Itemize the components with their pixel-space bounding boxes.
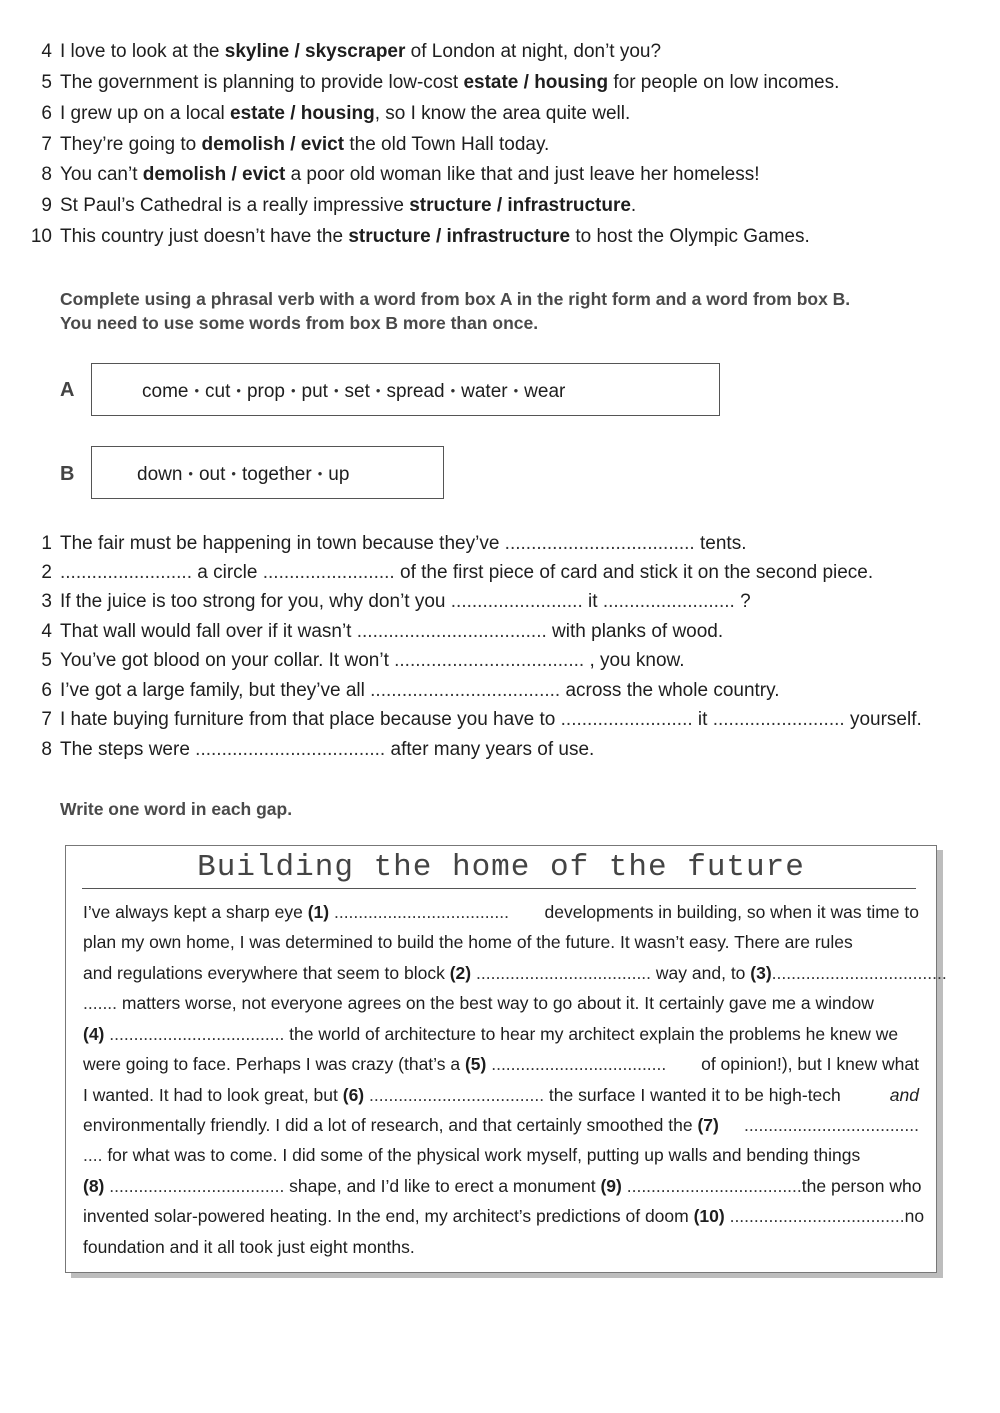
item-number: 6	[41, 103, 52, 124]
box-word: out	[198, 464, 226, 485]
item-text: , so I know the area quite well.	[374, 103, 631, 124]
item-text: I love to look at the	[60, 41, 225, 62]
answer-gap[interactable]: .........................	[450, 591, 583, 612]
item-number: 7	[41, 134, 52, 155]
box-word: down	[137, 464, 183, 485]
title-divider	[82, 888, 916, 889]
item-text: You can’t	[60, 164, 143, 185]
bullet-separator: •	[317, 466, 323, 481]
box-word: cut	[205, 381, 231, 402]
passage-line-1: I’ve always kept a sharp eye (1) .................................... developments in building, so when it was time to	[83, 902, 919, 922]
choice-item	[22, 133, 549, 157]
box-word: water	[461, 381, 508, 402]
answer-gap-6[interactable]: ....................................	[369, 1085, 545, 1105]
passage-line-12: foundation and it all took just eight months.	[83, 1237, 415, 1257]
passage-line-7: I wanted. It had to look great, but (6) .................................... the surface I wanted it to be high-tech and	[83, 1085, 919, 1105]
answer-gap-10[interactable]: ....................................	[729, 1206, 905, 1226]
phrasal-sentence-8: 8 The steps were .................................... after many years of use.	[41, 739, 595, 760]
phrasal-sentence-5: 5 You’ve got blood on your collar. It won’t .................................... , you know.	[41, 650, 685, 671]
word-choice[interactable]: structure / infrastructure	[348, 226, 571, 247]
phrasal-sentence-4: 4 That wall would fall over if it wasn’t .................................... with planks of wood.	[41, 621, 724, 642]
passage-line-2: plan my own home, I was determined to build the home of the future. It wasn’t easy. There are rules	[83, 932, 853, 952]
answer-gap-7[interactable]: ....................................	[743, 1115, 919, 1135]
answer-gap[interactable]: .........................	[262, 562, 395, 583]
item-text: of London at night, don’t you?	[405, 41, 662, 62]
passage-line-11: invented solar-powered heating. In the end, my architect’s predictions of doom (10) .................................... no	[83, 1206, 925, 1226]
item-text: St Paul’s Cathedral is a really impressive	[60, 195, 410, 216]
box-b-label: B	[60, 463, 75, 485]
item-text: to host the Olympic Games.	[570, 226, 810, 247]
choice-item	[22, 102, 630, 126]
bullet-separator: •	[236, 383, 241, 398]
word-choice[interactable]: estate / housing	[230, 103, 375, 124]
passage-line-4: ....... matters worse, not everyone agrees on the best way to go about it. It certainly gave me a window	[83, 993, 874, 1013]
answer-gap[interactable]: .........................	[602, 591, 735, 612]
item-text: This country just doesn’t have the	[60, 226, 349, 247]
answer-gap-2[interactable]: ....................................	[476, 963, 652, 983]
bullet-separator: •	[450, 383, 456, 398]
choice-item	[22, 194, 636, 218]
box-b-words	[137, 462, 349, 487]
item-number: 10	[30, 226, 52, 247]
answer-gap[interactable]: ....................................	[370, 680, 561, 701]
word-choice[interactable]: structure / infrastructure	[409, 195, 631, 216]
box-word: together	[241, 464, 312, 485]
bullet-separator: •	[333, 383, 339, 398]
box-word: up	[328, 464, 350, 485]
passage-box	[65, 845, 947, 1273]
bullet-separator: •	[513, 383, 519, 398]
answer-gap-5[interactable]: ....................................	[491, 1054, 667, 1074]
word-choice[interactable]: demolish / evict	[142, 164, 286, 185]
choice-item	[22, 40, 661, 64]
passage-line-8: environmentally friendly. I did a lot of research, and that certainly smoothed the (7) ....................................	[83, 1115, 919, 1135]
answer-gap-9[interactable]: ....................................	[626, 1176, 802, 1196]
box-word: put	[301, 381, 328, 402]
answer-gap[interactable]: ....................................	[504, 533, 695, 554]
bullet-separator: •	[290, 383, 296, 398]
word-choice[interactable]: skyline / skyscraper	[224, 41, 406, 62]
answer-gap[interactable]: ....................................	[356, 621, 547, 642]
word-choice[interactable]: demolish / evict	[201, 134, 345, 155]
item-text: for people on low incomes.	[608, 72, 840, 93]
item-text: They’re going to	[60, 134, 202, 155]
phrasal-sentence-1: 1 The fair must be happening in town because they’ve .................................... tents.	[41, 533, 747, 554]
passage-line-9: .... for what was to come. I did some of the physical work myself, putting up walls and bending things	[83, 1145, 861, 1165]
bullet-separator: •	[188, 466, 193, 481]
phrasal-sentence-3: 3 If the juice is too strong for you, why don’t you ......................... it ......................... ?	[41, 591, 751, 612]
phrasal-instruction-line2: You need to use some words from box B more than once.	[60, 313, 539, 333]
item-text: The government is planning to provide low-cost	[60, 72, 464, 93]
answer-gap-8[interactable]: ....................................	[109, 1176, 285, 1196]
answer-gap-1[interactable]: ....................................	[333, 902, 510, 922]
item-number: 8	[41, 164, 52, 185]
gapfill-instruction: Write one word in each gap.	[60, 799, 293, 819]
item-number: 5	[41, 72, 52, 93]
box-word: prop	[246, 381, 285, 402]
word-choice[interactable]: estate / housing	[463, 72, 609, 93]
item-text: I grew up on a local	[60, 103, 231, 124]
phrasal-sentence-2: 2 ......................... a circle ......................... of the first piece of card and stick it on the second piece.	[41, 562, 874, 583]
item-text: the old Town Hall today.	[344, 134, 550, 155]
box-a-label: A	[60, 379, 75, 401]
item-number: 4	[41, 41, 52, 62]
box-word: spread	[386, 381, 445, 402]
bullet-separator: •	[375, 383, 381, 398]
box-word: wear	[524, 381, 566, 402]
answer-gap[interactable]: .........................	[712, 709, 845, 730]
answer-gap[interactable]: ....................................	[394, 650, 585, 671]
passage-line-6: were going to face. Perhaps I was crazy (that’s a (5) .................................... of opinion!), but I knew what	[83, 1054, 919, 1074]
bullet-separator: •	[194, 383, 200, 398]
box-a-words	[142, 379, 565, 404]
answer-gap[interactable]: .........................	[60, 562, 192, 583]
phrasal-instruction-line1: Complete using a phrasal verb with a word from box A in the right form and a word from box B.	[60, 289, 851, 309]
choice-item	[22, 163, 760, 187]
passage-line-10: (8) .................................... shape, and I’d like to erect a monument (9) .................................... the person who	[83, 1176, 922, 1196]
box-word: set	[344, 381, 370, 402]
box-word: come	[142, 381, 189, 402]
bullet-separator: •	[231, 466, 236, 481]
passage-line-5: (4) .................................... the world of architecture to hear my architect explain the problems he knew we	[83, 1024, 899, 1044]
item-number: 9	[41, 195, 52, 216]
item-text: a poor old woman like that and just leave her homeless!	[285, 164, 760, 185]
choice-item	[22, 71, 839, 95]
phrasal-sentence-7: 7 I hate buying furniture from that place because you have to ......................... it ......................... yourself.	[41, 709, 922, 730]
phrasal-sentence-6: 6 I’ve got a large family, but they’ve all .................................... across the whole country.	[41, 680, 780, 701]
choice-item	[22, 225, 810, 249]
answer-gap[interactable]: .........................	[560, 709, 693, 730]
answer-gap-4[interactable]: ....................................	[109, 1024, 285, 1044]
answer-gap[interactable]: ....................................	[195, 739, 386, 760]
item-text: .	[630, 195, 637, 216]
passage-line-3: and regulations everywhere that seem to block (2) .................................... way and, to (3) ....................................	[83, 963, 947, 983]
passage-title: Building the home of the future	[197, 850, 805, 885]
answer-gap-3[interactable]: ....................................	[771, 963, 947, 983]
